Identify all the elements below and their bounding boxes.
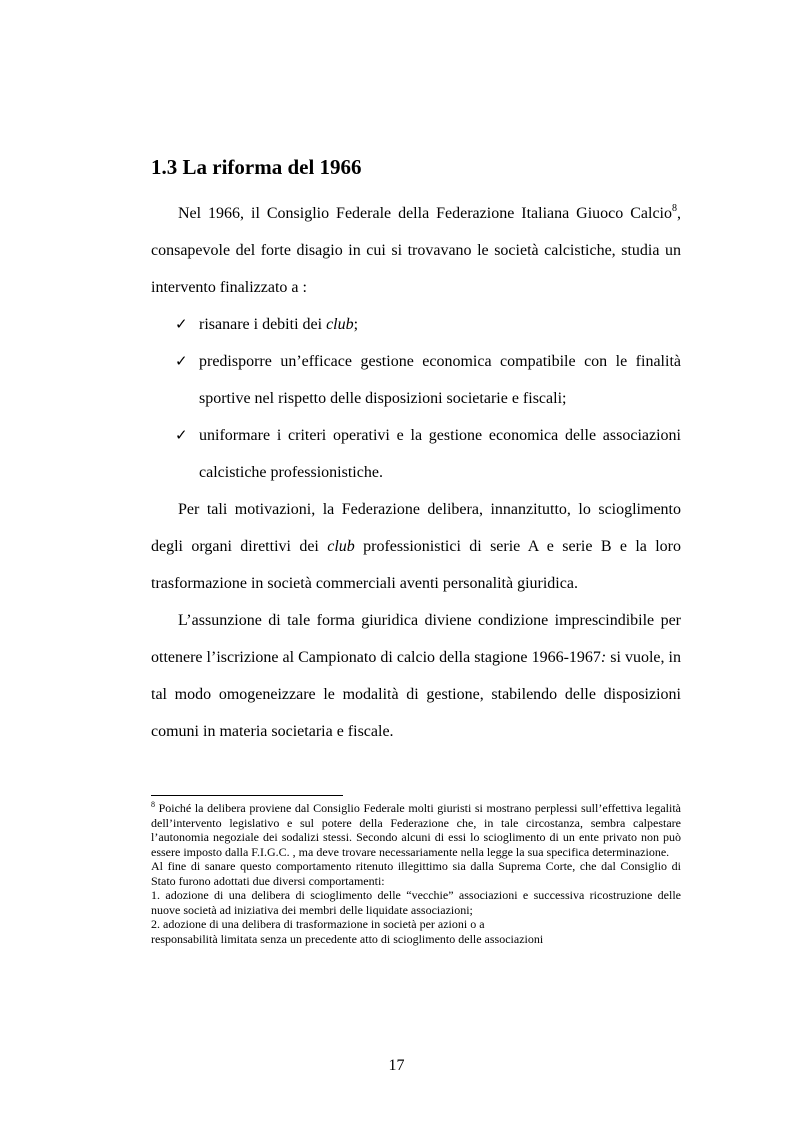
list-item [151, 306, 681, 343]
paragraph-intro [151, 195, 681, 306]
checkmark-icon: ✓ [175, 352, 188, 370]
list-item-italic: club [326, 316, 354, 333]
footnote-separator [151, 795, 343, 796]
list-item-text: predisporre un’efficace gestione economica compatibile con le finalità sportive nel rispetto delle disposizioni societarie e fiscali; [199, 353, 681, 407]
paragraph-motivations-text: Per tali motivazioni, la Federazione delibera, innanzitutto, lo scioglimento degli organi direttivi dei [151, 501, 681, 555]
paragraph-motivations-text-after: professionistici di serie A e serie B e la loro trasformazione in società commerciali aventi personalità giuridica. [151, 538, 681, 592]
page-number: 17 [388, 1057, 405, 1074]
paragraph-legal-form-italic: : [600, 649, 607, 666]
footnote-reference[interactable]: 8 [672, 203, 677, 214]
paragraph-legal-form-text-after: si vuole, in tal modo omogeneizzare le modalità di gestione, stabilendo delle disposizioni comuni in materia societaria e fiscale. [151, 649, 681, 740]
checkmark-icon: ✓ [175, 315, 188, 333]
list-item-text: risanare i debiti dei [199, 316, 327, 333]
footnote-paragraph: 2. adozione di una delibera di trasformazione in società per azioni o a [151, 917, 485, 931]
footnote-paragraph [151, 801, 681, 859]
paragraph-motivations [151, 491, 681, 602]
section-heading: 1.3 La riforma del 1966 [151, 155, 362, 179]
footnote-marker: 8 [151, 800, 155, 809]
paragraph-legal-form [151, 602, 681, 750]
paragraph-intro-text: Nel 1966, il Consiglio Federale della Federazione Italiana Giuoco Calcio [178, 205, 672, 222]
footnote-text: Poiché la delibera proviene dal Consiglio Federale molti giuristi si mostrano perplessi sull’effettiva legalità dell’intervento legislativo e sul potere della Federazione che, in tale circostanza, sembra calpestare l’autonomia negoziale dei sodalizi stessi. Secondo alcuni di essi lo scioglimento di un ente privato non può essere imposto dalla F.I.G.C. , ma deve trovare necessariamente nella legge la sua specifica determinazione. [151, 801, 681, 859]
paragraph-legal-form-text: L’assunzione di tale forma giuridica diviene condizione imprescindibile per ottenere l’iscrizione al Campionato di calcio della stagione 1966-1967 [151, 612, 681, 666]
list-item-text-after: ; [353, 316, 359, 333]
footnote [151, 801, 681, 946]
list-item [151, 417, 681, 491]
objectives-list [151, 306, 681, 491]
checkmark-icon: ✓ [175, 426, 188, 444]
body-text [151, 195, 681, 750]
footnote-paragraph: responsabilità limitata senza un precedente atto di scioglimento delle associazioni [151, 931, 544, 946]
list-item-text: uniformare i criteri operativi e la gestione economica delle associazioni calcistiche professionistiche. [199, 427, 681, 481]
footnote-paragraph: 1. adozione di una delibera di scioglimento delle “vecchie” associazioni e successiva ricostruzione delle nuove società ad iniziativa dei membri delle liquidate associazioni; [151, 888, 681, 917]
paragraph-motivations-italic: club [327, 538, 355, 555]
paragraph-intro-text-after: , consapevole del forte disagio in cui si trovavano le società calcistiche, studia un intervento finalizzato a : [151, 205, 681, 296]
footnote-paragraph: Al fine di sanare questo comportamento ritenuto illegittimo sia dalla Suprema Corte, che dal Consiglio di Stato furono adottati due diversi comportamenti: [151, 859, 681, 888]
list-item [151, 343, 681, 417]
